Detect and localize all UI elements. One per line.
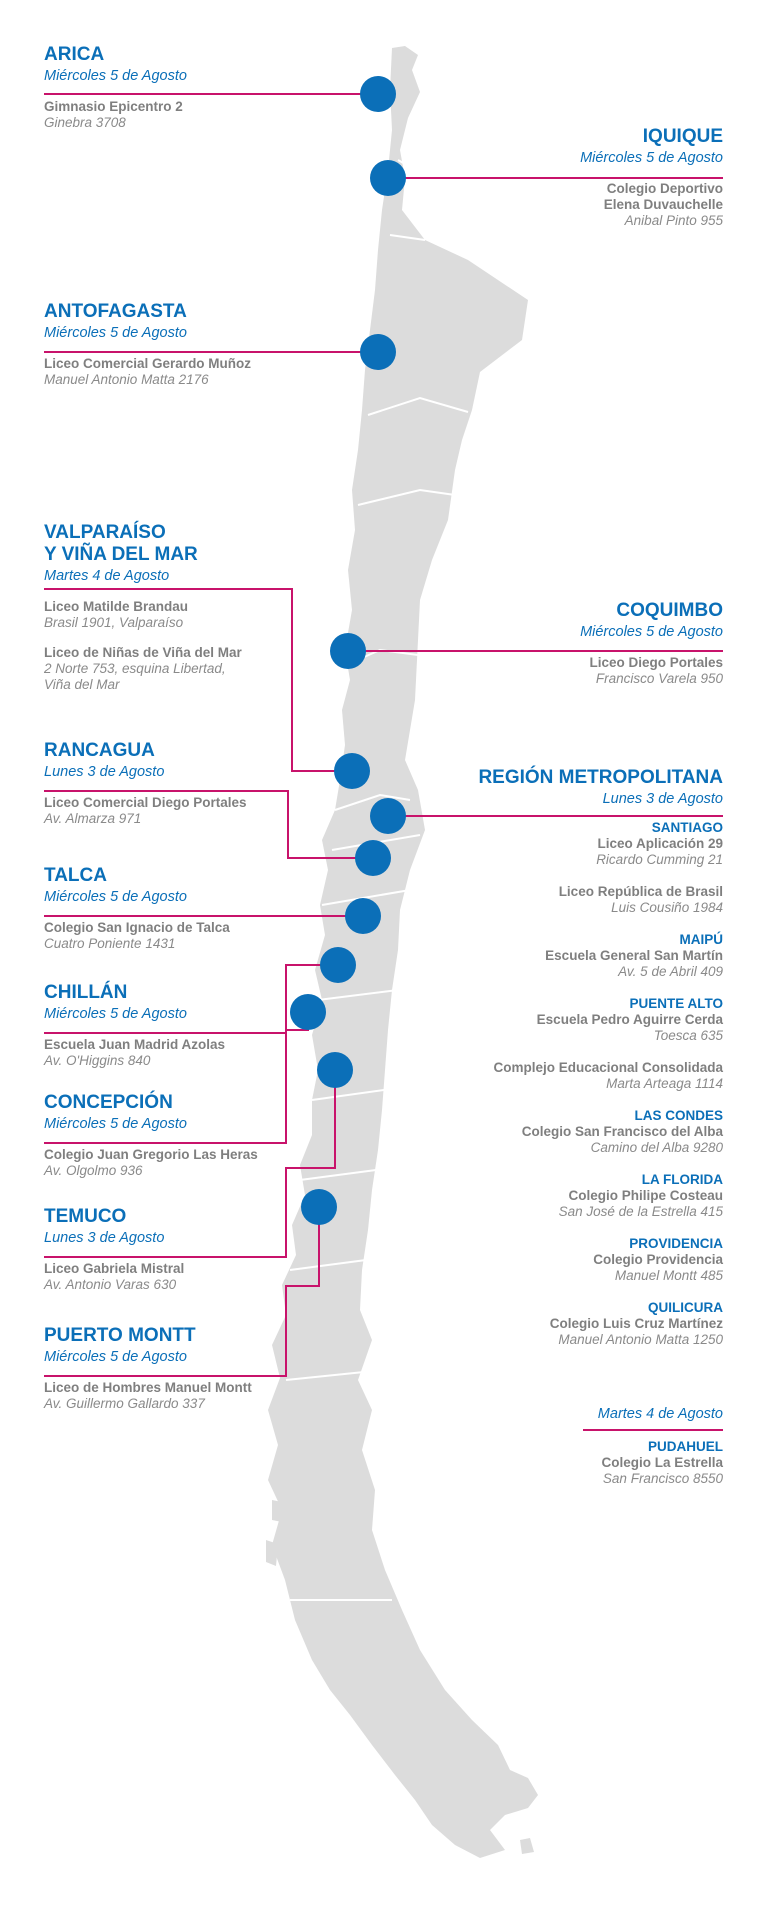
region-title: REGIÓN METROPOLITANA	[478, 767, 723, 788]
school-name: Liceo Diego Portales	[589, 655, 723, 670]
event-date: Miércoles 5 de Agosto	[44, 889, 187, 905]
school-address: Francisco Varela 950	[595, 671, 723, 686]
antofagasta-block	[44, 301, 251, 388]
school-address: Manuel Antonio Matta 1250	[558, 1332, 723, 1347]
school-name: Liceo Comercial Diego Portales	[44, 795, 247, 810]
marker-chillan[interactable]	[320, 947, 356, 983]
school-address: San Francisco 8550	[602, 1471, 723, 1486]
school-name: Liceo de Niñas de Viña del Mar	[44, 645, 242, 660]
puerto-montt-block	[44, 1325, 252, 1412]
event-date: Miércoles 5 de Agosto	[580, 150, 723, 166]
region-title: TEMUCO	[44, 1206, 127, 1227]
event-date: Miércoles 5 de Agosto	[44, 325, 187, 341]
marker-iquique[interactable]	[370, 160, 406, 196]
commune-label: MAIPÚ	[679, 932, 723, 947]
marker-puerto-montt[interactable]	[301, 1189, 337, 1225]
marker-rancagua[interactable]	[355, 840, 391, 876]
valparaiso-block	[44, 522, 242, 693]
region-title: ANTOFAGASTA	[44, 301, 187, 322]
pudahuel-block	[598, 1404, 723, 1487]
region-title: ARICA	[44, 44, 105, 65]
talca-block	[44, 865, 230, 952]
event-date: Martes 4 de Agosto	[597, 1406, 723, 1422]
school-name: Colegio Philipe Costeau	[568, 1188, 723, 1203]
school-name: Escuela Juan Madrid Azolas	[44, 1037, 226, 1052]
school-address: Av. Olgolmo 936	[44, 1163, 143, 1178]
coquimbo-block	[580, 600, 723, 687]
event-date: Martes 4 de Agosto	[44, 568, 170, 584]
event-date: Lunes 3 de Agosto	[602, 791, 723, 807]
school-address: Camino del Alba 9280	[590, 1140, 723, 1155]
school-address: Brasil 1901, Valparaíso	[44, 615, 184, 630]
event-date: Miércoles 5 de Agosto	[44, 1116, 187, 1132]
school-name: Escuela General San Martín	[545, 948, 723, 963]
marker-metropolitana[interactable]	[370, 798, 406, 834]
school-name: Liceo de Hombres Manuel Montt	[44, 1380, 252, 1395]
school-address: Av. O'Higgins 840	[44, 1053, 151, 1068]
temuco-block	[44, 1206, 184, 1293]
marker-concepcion[interactable]	[290, 994, 326, 1030]
school-name: Colegio Deportivo Elena Duvauchelle	[603, 181, 723, 212]
school-name: Colegio San Francisco del Alba	[521, 1124, 723, 1139]
metropolitana-block	[478, 767, 723, 1348]
concepcion-block	[44, 1092, 258, 1179]
event-date: Miércoles 5 de Agosto	[580, 624, 723, 640]
school-address: Anibal Pinto 955	[624, 213, 723, 228]
region-title: IQUIQUE	[642, 126, 723, 147]
event-date: Miércoles 5 de Agosto	[44, 68, 187, 84]
school-address: Av. Almarza 971	[44, 811, 142, 826]
school-name: Colegio Juan Gregorio Las Heras	[44, 1147, 258, 1162]
school-name: Liceo Aplicación 29	[597, 836, 723, 851]
commune-label: PUENTE ALTO	[629, 996, 723, 1011]
school-address: Ricardo Cumming 21	[596, 852, 723, 867]
region-title: CONCEPCIÓN	[44, 1092, 173, 1113]
rancagua-block	[44, 740, 247, 827]
commune-label: QUILICURA	[648, 1300, 723, 1315]
school-name: Colegio San Ignacio de Talca	[44, 920, 230, 935]
region-title: VALPARAÍSO Y VIÑA DEL MAR	[44, 522, 198, 565]
arica-block	[44, 44, 187, 131]
event-date: Miércoles 5 de Agosto	[44, 1006, 187, 1022]
marker-arica[interactable]	[360, 76, 396, 112]
school-name: Gimnasio Epicentro 2	[44, 99, 183, 114]
school-address: Av. Antonio Varas 630	[44, 1277, 177, 1292]
event-date: Lunes 3 de Agosto	[44, 764, 165, 780]
school-name: Colegio Providencia	[593, 1252, 723, 1267]
chillan-block	[44, 982, 225, 1069]
school-address: Manuel Antonio Matta 2176	[44, 372, 209, 387]
commune-label: PUDAHUEL	[647, 1439, 723, 1454]
school-address: Manuel Montt 485	[614, 1268, 723, 1283]
school-name: Liceo Gabriela Mistral	[44, 1261, 185, 1276]
event-date: Miércoles 5 de Agosto	[44, 1349, 187, 1365]
commune-label: LAS CONDES	[634, 1108, 723, 1123]
region-title: RANCAGUA	[44, 740, 155, 761]
school-address: San José de la Estrella 415	[558, 1204, 723, 1219]
school-address: Cuatro Poniente 1431	[44, 936, 176, 951]
commune-label: PROVIDENCIA	[629, 1236, 723, 1251]
school-address: Ginebra 3708	[44, 115, 126, 130]
school-name: Colegio Luis Cruz Martínez	[549, 1316, 723, 1331]
region-title: TALCA	[44, 865, 107, 886]
school-name: Colegio La Estrella	[601, 1455, 723, 1470]
marker-coquimbo[interactable]	[330, 633, 366, 669]
iquique-block	[580, 126, 723, 229]
event-date: Lunes 3 de Agosto	[44, 1230, 165, 1246]
commune-label: SANTIAGO	[651, 820, 723, 835]
region-title: PUERTO MONTT	[44, 1325, 196, 1346]
school-name: Complejo Educacional Consolidada	[493, 1060, 723, 1075]
marker-talca[interactable]	[345, 898, 381, 934]
marker-valparaiso[interactable]	[334, 753, 370, 789]
school-address: Marta Arteaga 1114	[606, 1076, 723, 1091]
school-address: 2 Norte 753, esquina Libertad, Viña del Mar	[44, 661, 226, 692]
region-title: COQUIMBO	[616, 600, 723, 621]
school-name: Liceo Matilde Brandau	[44, 599, 189, 614]
school-name: Liceo República de Brasil	[558, 884, 723, 899]
school-address: Toesca 635	[653, 1028, 723, 1043]
region-title: CHILLÁN	[44, 982, 128, 1003]
school-name: Escuela Pedro Aguirre Cerda	[536, 1012, 723, 1027]
commune-label: LA FLORIDA	[641, 1172, 723, 1187]
school-address: Av. 5 de Abril 409	[618, 964, 723, 979]
school-address: Luis Cousiño 1984	[611, 900, 723, 915]
marker-antofagasta[interactable]	[360, 334, 396, 370]
marker-temuco[interactable]	[317, 1052, 353, 1088]
school-name: Liceo Comercial Gerardo Muñoz	[44, 356, 252, 371]
school-address: Av. Guillermo Gallardo 337	[44, 1396, 205, 1411]
